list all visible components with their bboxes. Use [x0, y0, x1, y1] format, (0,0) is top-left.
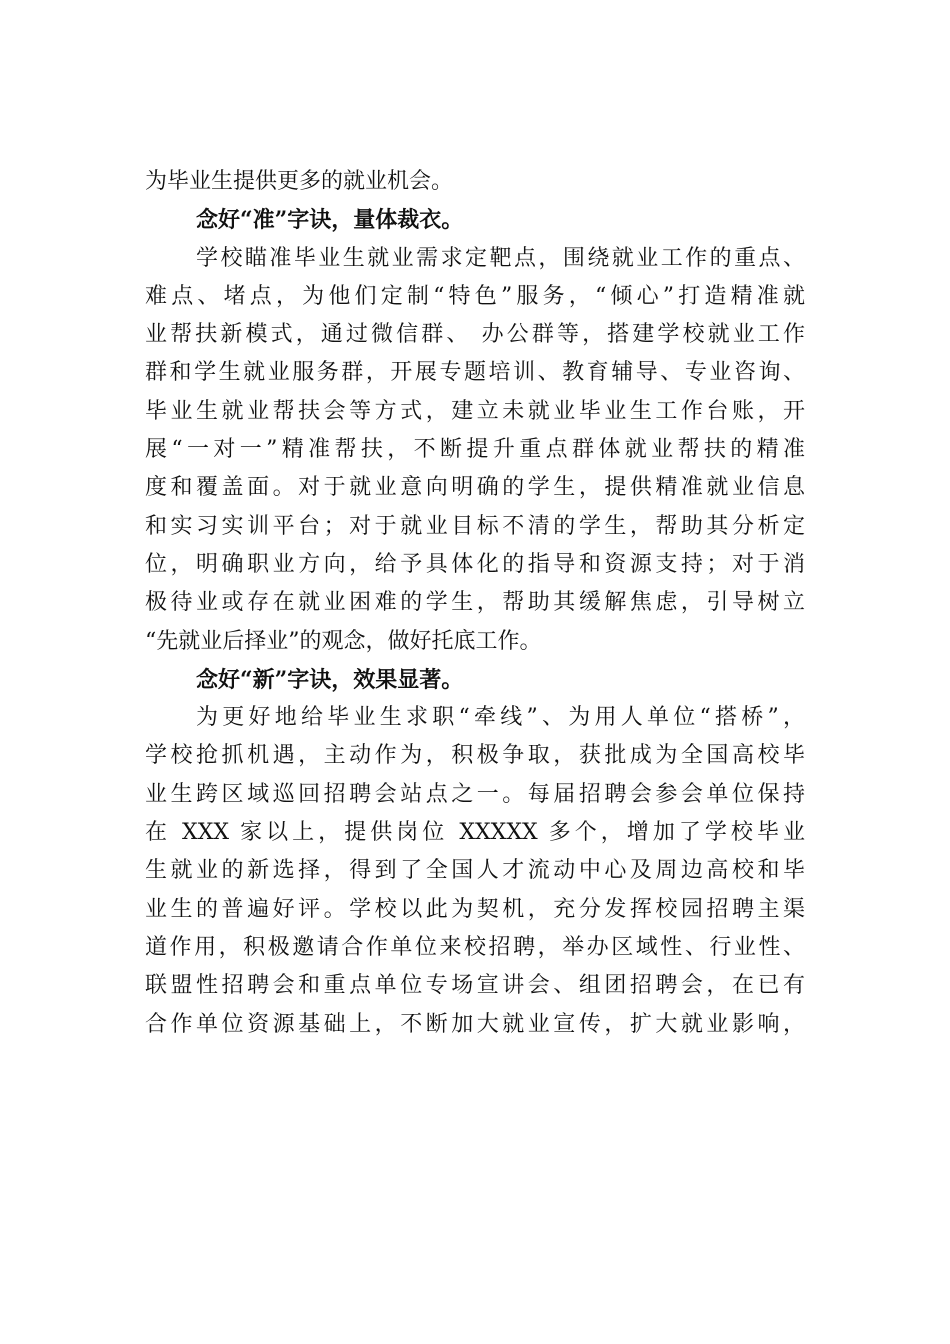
document-body — [145, 163, 805, 1044]
text-line: 极待业或存在就业困难的学生，帮助其缓解焦虑，引导树立 — [145, 590, 805, 616]
text-line: 和实习实训平台；对于就业目标不清的学生，帮助其分析定 — [145, 513, 805, 539]
section-heading: 念好“准”字诀，量体裁衣。 — [196, 207, 464, 234]
text-line: 度和覆盖面。对于就业意向明确的学生，提供精准就业信息 — [145, 475, 805, 501]
text-line: 业生跨区域巡回招聘会站点之一。每届招聘会参会单位保持 — [145, 781, 805, 807]
section-heading: 念好“新”字诀，效果显著。 — [196, 666, 464, 693]
text-line: 道作用，积极邀请合作单位来校招聘，举办区域性、行业性、 — [145, 934, 805, 960]
text-line: 生就业的新选择，得到了全国人才流动中心及周边高校和毕 — [145, 858, 805, 884]
text-line: 学校瞄准毕业生就业需求定靶点，围绕就业工作的重点、 — [196, 245, 805, 271]
text-line: 为更好地给毕业生求职“牵线”、为用人单位“搭桥”， — [196, 705, 805, 731]
text-line: “先就业后择业”的观念，做好托底工作。 — [145, 628, 542, 654]
text-line: 为毕业生提供更多的就业机会。 — [145, 169, 454, 194]
text-line: 难点、堵点，为他们定制“特色”服务，“倾心”打造精准就 — [145, 283, 805, 309]
text-line: 群和学生就业服务群，开展专题培训、教育辅导、专业咨询、 — [145, 360, 805, 386]
text-line: 在 XXX 家以上，提供岗位 XXXXX 多个，增加了学校毕业 — [145, 820, 805, 846]
text-line: 位，明确职业方向，给予具体化的指导和资源支持；对于消 — [145, 551, 805, 577]
text-line: 展“一对一”精准帮扶，不断提升重点群体就业帮扶的精准 — [145, 437, 805, 463]
text-line: 业生的普遍好评。学校以此为契机，充分发挥校园招聘主渠 — [145, 896, 805, 922]
text-line: 业帮扶新模式，通过微信群、 办公群等，搭建学校就业工作 — [145, 322, 805, 348]
text-line: 毕业生就业帮扶会等方式，建立未就业毕业生工作台账，开 — [145, 398, 805, 424]
text-line: 联盟性招聘会和重点单位专场宣讲会、组团招聘会，在已有 — [145, 973, 805, 999]
text-line: 合作单位资源基础上，不断加大就业宣传，扩大就业影响， — [145, 1011, 805, 1037]
text-line: 学校抢抓机遇，主动作为，积极争取，获批成为全国高校毕 — [145, 743, 805, 769]
